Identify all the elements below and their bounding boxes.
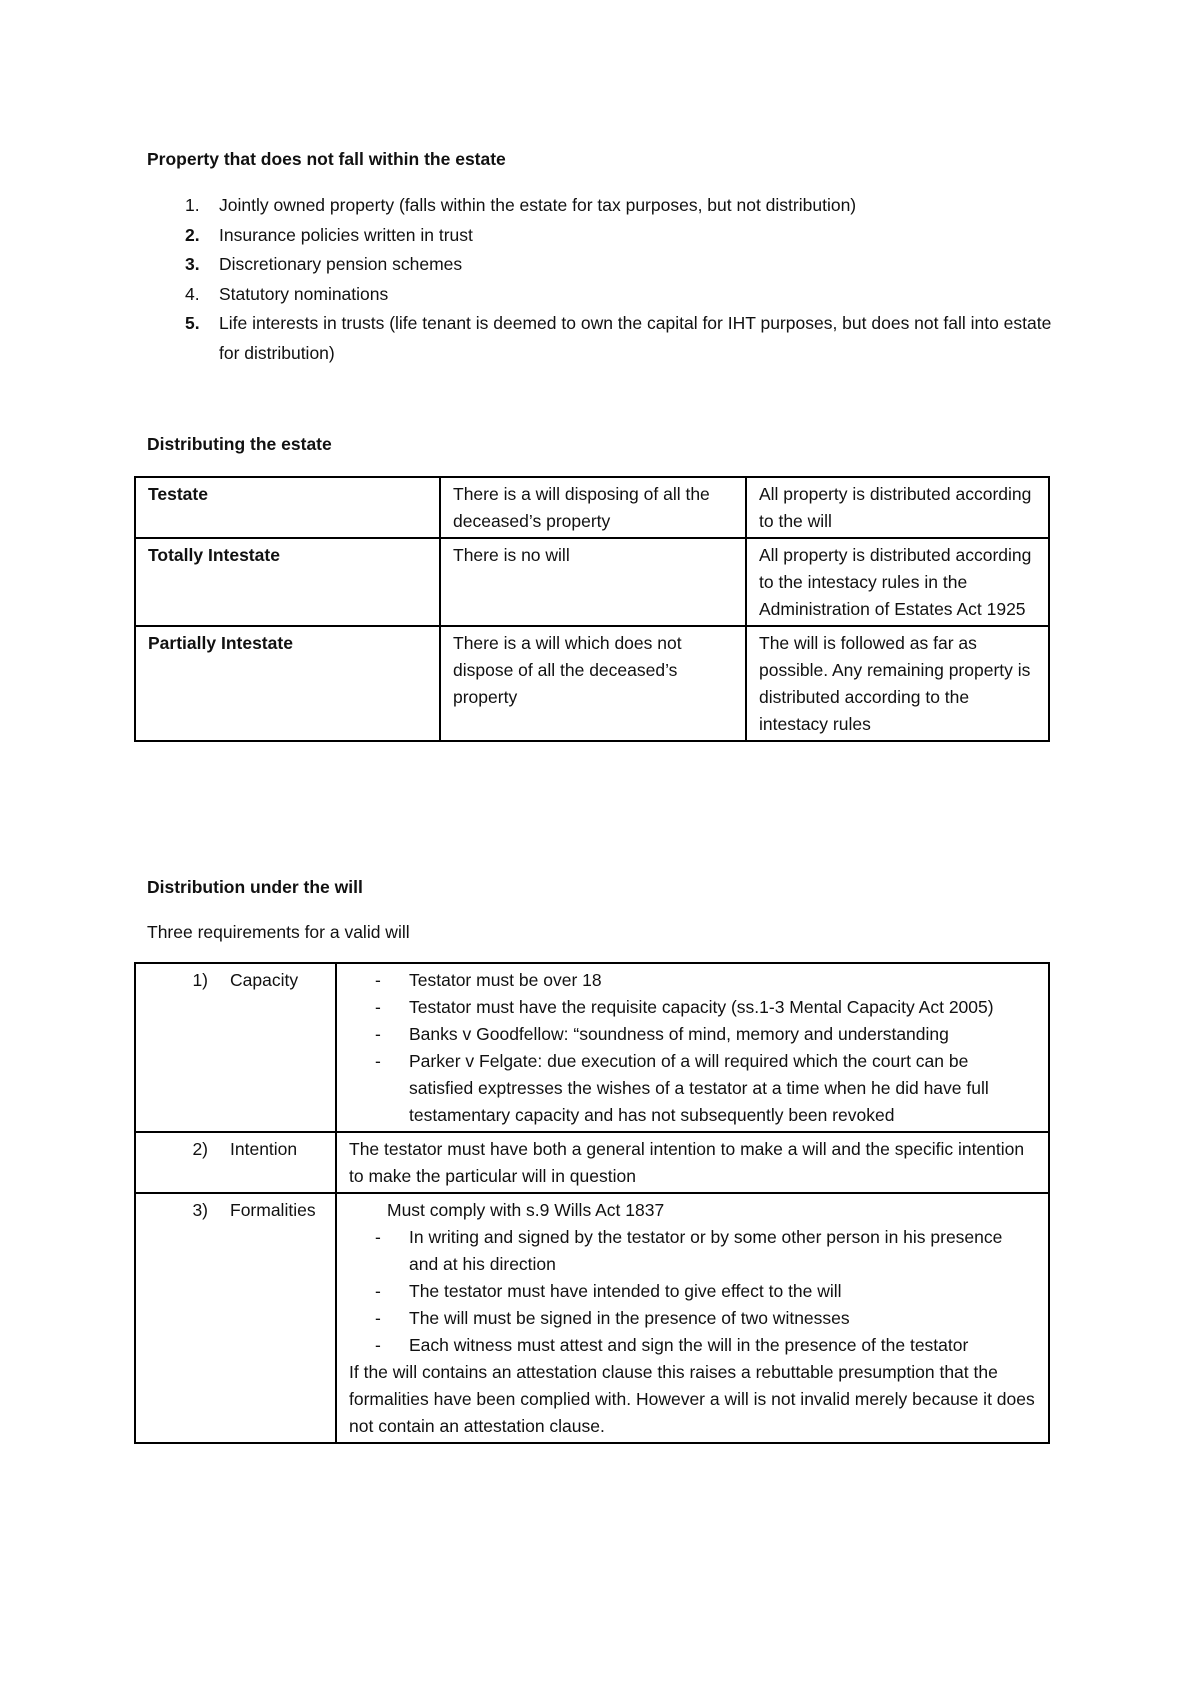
will-requirements-table — [134, 962, 1050, 1444]
list-item: - In writing and signed by the testator or by some other person in his presence and at his direction — [337, 1224, 1036, 1278]
list-item — [147, 280, 1067, 310]
list-text: Insurance policies written in trust — [219, 224, 473, 245]
table-row — [135, 538, 1049, 626]
list-number: 1. — [185, 195, 200, 215]
list-item — [147, 250, 1067, 280]
requirement-label — [135, 963, 336, 1132]
row-result: All property is distributed according to the will — [746, 477, 1049, 538]
dash-list — [337, 967, 1036, 1129]
table-row — [135, 1193, 1049, 1443]
requirement-name: Capacity — [230, 970, 299, 990]
requirement-number: 3) — [192, 1200, 208, 1220]
list-item: - Parker v Felgate: due execution of a will required which the court can be satisfied exptresses the wishes of a testator at a time when he did have full testamentary capacity and has not subsequently been revoked — [337, 1048, 1036, 1129]
requirement-details — [336, 963, 1049, 1132]
table-row — [135, 477, 1049, 538]
list-item: - The will must be signed in the presence of two witnesses — [337, 1305, 1036, 1332]
list-item: - Testator must be over 18 — [337, 967, 1036, 994]
list-item: - Banks v Goodfellow: “soundness of mind, memory and understanding — [337, 1021, 1036, 1048]
list-number: 3. — [185, 254, 200, 274]
property-list — [147, 191, 1067, 368]
list-number: 5. — [185, 313, 200, 333]
list-text: Jointly owned property (falls within the estate for tax purposes, but not distribution) — [219, 195, 857, 215]
formalities-intro: Must comply with s.9 Wills Act 1837 — [387, 1200, 665, 1220]
list-item — [147, 221, 1067, 251]
table-row — [135, 963, 1049, 1132]
section-heading: Distributing the estate — [147, 434, 332, 454]
section-property-outside-estate — [147, 146, 1067, 368]
list-item: - Each witness must attest and sign the will in the presence of the testator — [337, 1332, 1036, 1359]
list-item — [147, 309, 1067, 368]
list-number: 4. — [185, 283, 200, 304]
attestation-note: If the will contains an attestation clause this raises a rebuttable presumption that the formalities have been complied with. However a will is not invalid merely because it does not contain an attestation clause. — [349, 1362, 1035, 1436]
dash-list — [337, 1224, 1036, 1359]
row-condition: There is a will which does not dispose of all the deceased’s property — [440, 626, 746, 741]
row-type: Testate — [135, 477, 440, 538]
requirement-details — [336, 1193, 1049, 1443]
requirement-number: 1) — [192, 970, 208, 990]
section-heading: Property that does not fall within the estate — [147, 149, 506, 169]
section-distributing-estate — [147, 431, 1067, 458]
distribution-table — [134, 476, 1050, 742]
row-result: All property is distributed according to the intestacy rules in the Administration of Estates Act 1925 — [746, 538, 1049, 626]
requirement-label — [135, 1132, 336, 1193]
row-type: Partially Intestate — [135, 626, 440, 741]
list-number: 2. — [185, 224, 200, 245]
section-subheading: Three requirements for a valid will — [147, 922, 410, 942]
list-text: Statutory nominations — [219, 283, 389, 304]
section-heading: Distribution under the will — [147, 877, 363, 897]
row-condition: There is a will disposing of all the deceased’s property — [440, 477, 746, 538]
table-row — [135, 1132, 1049, 1193]
row-type: Totally Intestate — [135, 538, 440, 626]
row-condition: There is no will — [440, 538, 746, 626]
requirement-name: Intention — [230, 1139, 298, 1159]
list-text: Discretionary pension schemes — [219, 254, 463, 274]
list-text: Life interests in trusts (life tenant is deemed to own the capital for IHT purposes, but does not fall into estate for distribution) — [219, 313, 1052, 363]
table-row — [135, 626, 1049, 741]
requirement-details: The testator must have both a general intention to make a will and the specific intention to make the particular will in question — [336, 1132, 1049, 1193]
list-item: - The testator must have intended to give effect to the will — [337, 1278, 1036, 1305]
row-result: The will is followed as far as possible. Any remaining property is distributed according to the intestacy rules — [746, 626, 1049, 741]
requirement-label — [135, 1193, 336, 1443]
requirement-number: 2) — [192, 1139, 208, 1159]
list-item: - Testator must have the requisite capacity (ss.1-3 Mental Capacity Act 2005) — [337, 994, 1036, 1021]
section-distribution-under-will — [147, 874, 1067, 946]
requirement-name: Formalities — [230, 1200, 316, 1220]
list-item — [147, 191, 1067, 221]
